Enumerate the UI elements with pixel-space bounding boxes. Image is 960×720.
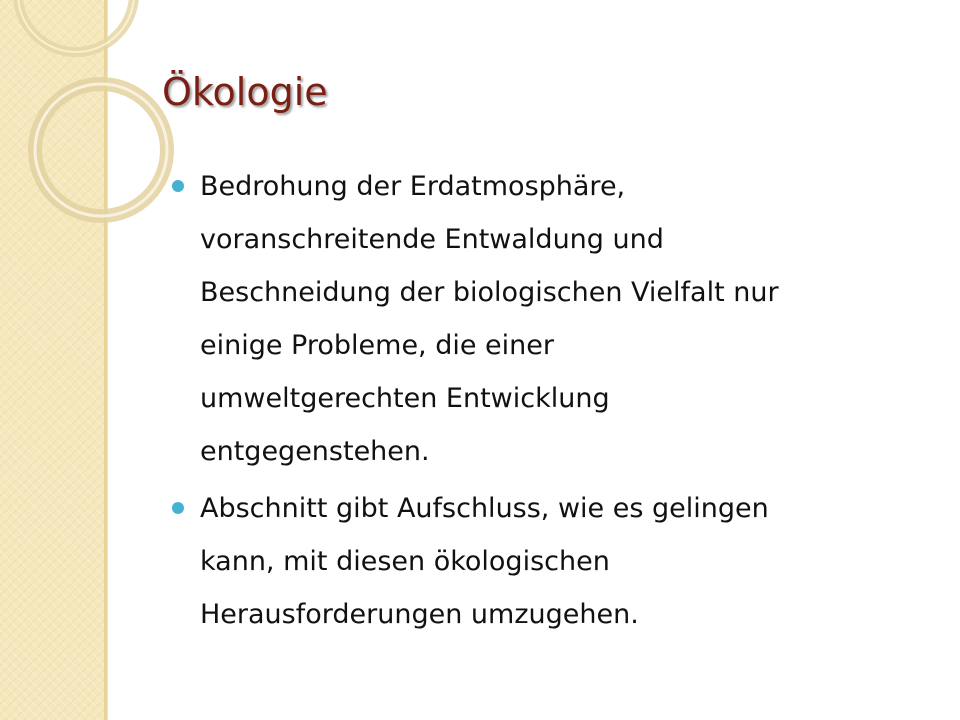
bullet-line: Beschneidung der biologischen Vielfalt nur	[200, 277, 779, 308]
slide-title: Ökologie	[162, 70, 328, 114]
bullet-dot-icon	[172, 502, 184, 514]
bullet-line: einige Probleme, die einer	[200, 330, 554, 361]
bullet-dot-icon	[172, 180, 184, 192]
bullet-line: Herausforderungen umzugehen.	[200, 599, 639, 630]
bullet-item	[172, 160, 932, 478]
bullet-item	[172, 482, 932, 641]
bullet-line: umweltgerechten Entwicklung	[200, 383, 610, 414]
bullet-list	[172, 160, 932, 645]
decorative-circles	[0, 0, 180, 260]
bullet-line: Abschnitt gibt Aufschluss, wie es gelingen	[200, 493, 769, 524]
bullet-line: entgegenstehen.	[200, 436, 430, 467]
bullet-line: voranschreitende Entwaldung und	[200, 224, 664, 255]
bullet-line: kann, mit diesen ökologischen	[200, 546, 610, 577]
bullet-line: Bedrohung der Erdatmosphäre,	[200, 171, 626, 202]
